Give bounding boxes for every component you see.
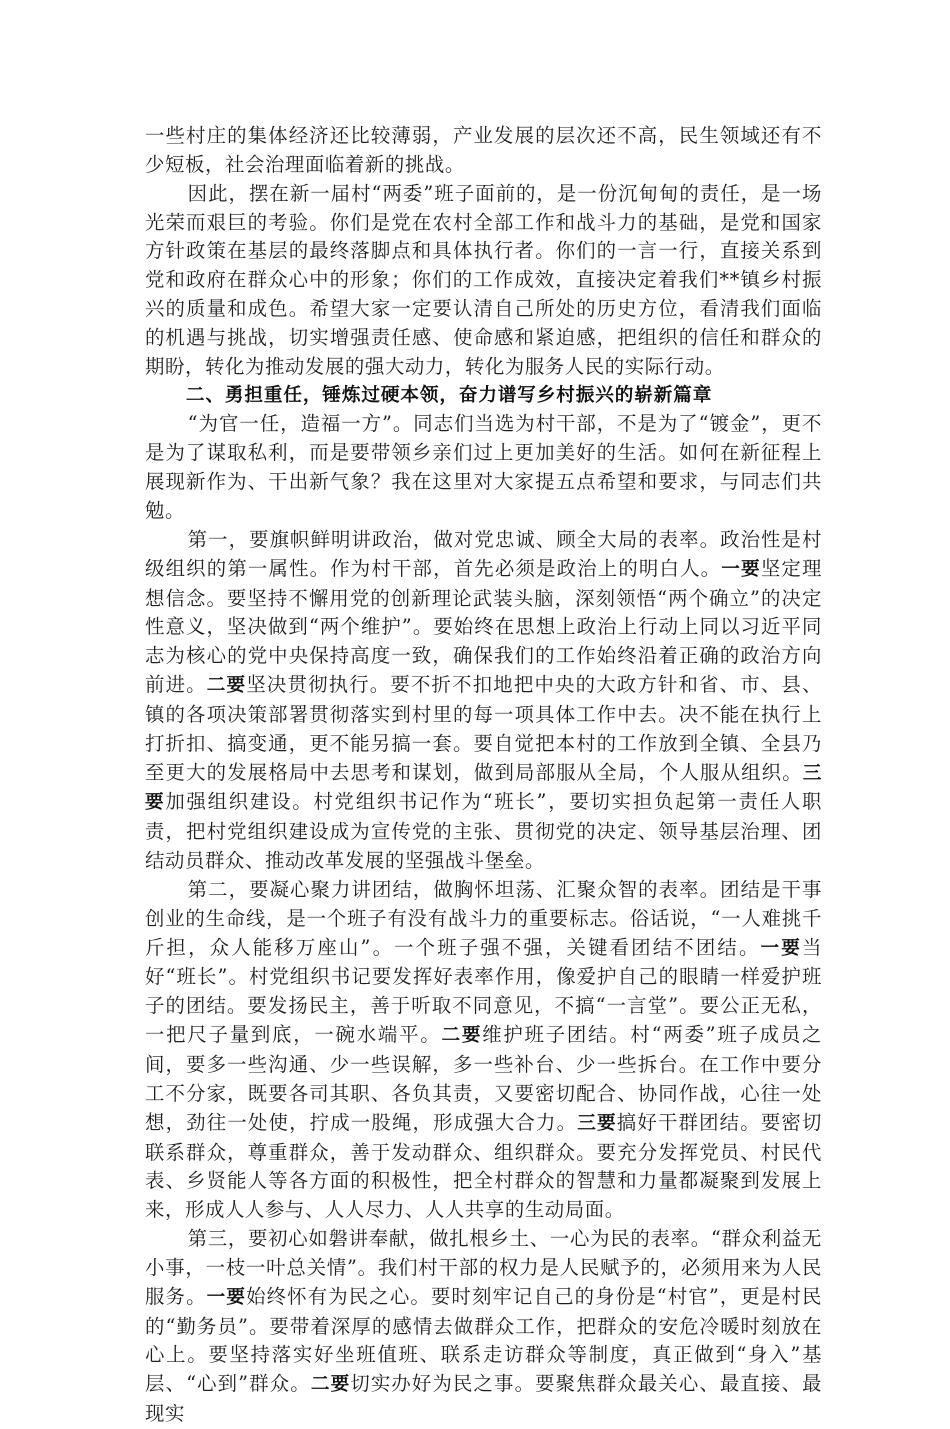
paragraph-text: 坚决贯彻执行。要不折不扣地把中央的大政方针和省、市、县、镇的各项决策部署贯彻落实到村里的每一项具体工作中去。决不能在执行上打折扣、搞变通，更不能另搞一套。要自觉把本村的工作放到全镇、全县乃至更大的发展格局中去思考和谋划，做到局部服从全局，个人服从组织。 <box>145 673 822 784</box>
paragraph-text: “为官一任，造福一方”。同志们当选为村干部，不是为了“镀金”，更不是为了谋取私利，而是要带领乡亲们过上更加美好的生活。如何在新征程上展现新作为、干出新气象？我在这里对大家提五点希望和要求，与同志们共勉。 <box>145 412 822 522</box>
paragraph-text: 加强组织建设。村党组织书记作为“班长”，要切实担负起第一责任人职责，把村党组织建设成为宣传党的主张、贯彻党的决定、领导基层治理、团结动员群众、推动改革发展的坚强战斗堡垒。 <box>145 790 822 873</box>
paragraph-text: 二、勇担重任，锤炼过硬本领，奋力谱写乡村振兴的崭新篇章 <box>185 384 713 406</box>
body-paragraph <box>145 1225 822 1429</box>
bold-marker: 二要 <box>310 1374 351 1396</box>
body-paragraph <box>145 526 822 876</box>
bold-marker: 三要 <box>577 1112 617 1134</box>
bold-marker: 二要 <box>206 675 247 697</box>
bold-marker: 三要 <box>145 762 822 814</box>
bold-marker: 一要 <box>206 1286 247 1308</box>
paragraph-text: 搞好干群团结。要密切联系群众，尊重群众，善于发动群众、组织群众。要充分发挥党员、村民代表、乡贤能人等各方面的积极性，把全村群众的智慧和力量都凝聚到发展上来，形成人人参与、人人尽力、人人共享的生动局面。 <box>145 1110 822 1222</box>
paragraph-text: 切实办好为民之事。要聚焦群众最关心、最直接、最现实 <box>145 1372 822 1426</box>
body-paragraph <box>145 180 822 382</box>
paragraph-continuation <box>145 122 822 180</box>
body-paragraph <box>145 876 822 1225</box>
paragraph-text: 因此，摆在新一届村“两委”班子面前的，是一份沉甸甸的责任，是一场光荣而艰巨的考验。你们是党在农村全部工作和战斗力的基础，是党和国家方针政策在基层的最终落脚点和具体执行者。你们的一言一行，直接关系到党和政府在群众心中的形象；你们的工作成效，直接决定着我们**镇乡村振兴的质量和成色。希望大家一定要认清自己所处的历史方位，看清我们面临的机遇与挑战，切实增强责任感、使命感和紧迫感，把组织的信任和群众的期盼，转化为推动发展的强大动力，转化为服务人民的实际行动。 <box>145 181 822 378</box>
bold-marker: 一要 <box>760 937 803 959</box>
paragraph-text: 维护班子团结。村“两委”班子成员之间，要多一些沟通、少一些误解，多一些补台、少一些拆台。在工作中要分工不分家，既要各司其职、各负其责，又要密切配合、协同作战，心往一处想，劲往一处使，拧成一股绳，形成强大合力。 <box>145 1023 823 1134</box>
paragraph-text: 一些村庄的集体经济还比较薄弱，产业发展的层次还不高，民生领域还有不少短板，社会治理面临着新的挑战。 <box>145 124 822 176</box>
paragraph-text: 当好“班长”。村党组织书记要发挥好表率作用，像爱护自己的眼睛一样爱护班子的团结。要发扬民主，善于听取不同意见，不搞“一言堂”。要公正无私，一把尺子量到底，一碗水端平。 <box>145 935 823 1047</box>
bold-marker: 二要 <box>441 1025 483 1047</box>
paragraph-text: 坚定理想信念。要坚持不懈用党的创新理论武装头脑，深刻领悟“两个确立”的决定性意义，坚决做到“两个维护”。要始终在思想上政治上行动上同以习近平同志为核心的党中央保持高度一致，确保我们的工作始终沿着正确的政治方向前进。 <box>145 556 822 697</box>
document-body <box>145 122 822 1429</box>
bold-marker: 一要 <box>721 558 761 580</box>
body-paragraph <box>145 410 822 525</box>
paragraph-text: 第三，要初心如磐讲奉献，做扎根乡土、一心为民的表率。“群众利益无小事，一枝一叶总关情”。我们村干部的权力是人民赋予的，必须用来为人民服务。 <box>145 1227 822 1308</box>
section-heading <box>145 382 822 411</box>
paragraph-text: 始终怀有为民之心。要时刻牢记自己的身份是“村官”，更是村民的“勤务员”。要带着深厚的感情去做群众工作，把群众的安危冷暖时刻放在心上。要坚持落实好坐班值班、联系走访群众等制度，真正做到“身入”基层、“心到”群众。 <box>145 1284 823 1396</box>
paragraph-text: 第一，要旗帜鲜明讲政治，做对党忠诚、顾全大局的表率。政治性是村级组织的第一属性。作为村干部，首先必须是政治上的明白人。 <box>145 527 822 580</box>
paragraph-text: 第二，要凝心聚力讲团结，做胸怀坦荡、汇聚众智的表率。团结是干事创业的生命线，是一个班子有没有战斗力的重要标志。俗话说，“一人难挑千斤担，众人能移万座山”。一个班子强不强，关键看团结不团结。 <box>145 877 822 959</box>
